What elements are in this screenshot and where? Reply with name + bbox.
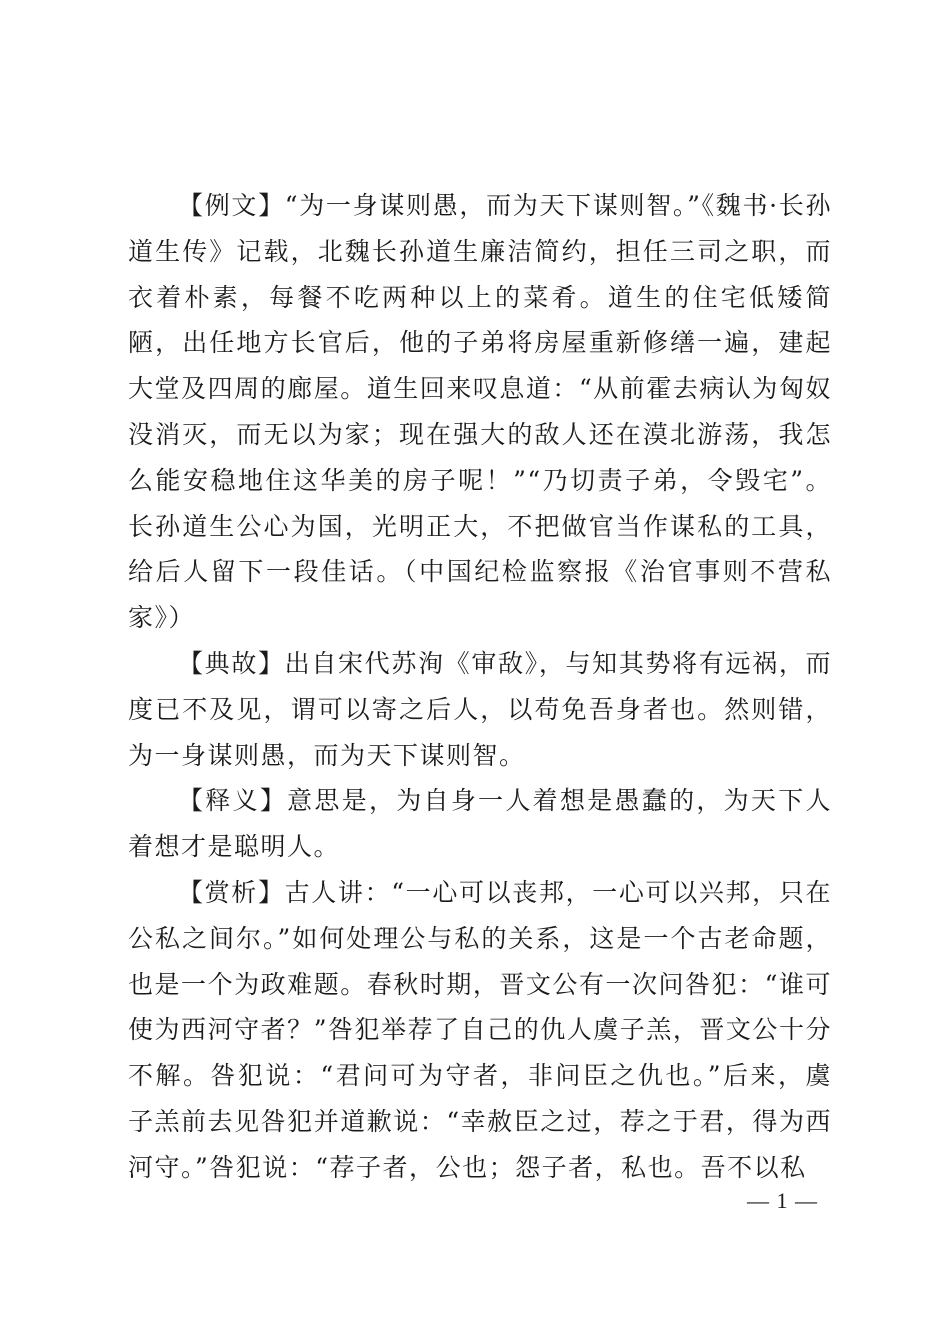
paragraph-allusion: 【典故】出自宋代苏洵《审敌》，与知其势将有远祸，而度已不及见，谓可以寄之后人，以苟免吾身者也。然则错，为一身谋则愚，而为天下谋则智。: [128, 648, 832, 770]
paragraph-interpretation: 【释义】意思是，为自身一人着想是愚蠢的，为天下人着想才是聪明人。: [128, 786, 832, 862]
document-body: [128, 183, 832, 1191]
page-number: — 1 —: [747, 1188, 818, 1213]
paragraph-appreciation: 【赏析】古人讲：“一心可以丧邦，一心可以兴邦，只在公私之间尔。”如何处理公与私的关系，这是一个古老命题，也是一个为政难题。春秋时期，晋文公有一次问咎犯：“谁可使为西河守者？”咎犯举荐了自己的仇人虞子羔，晋文公十分不解。咎犯说：“君问可为守者，非问臣之仇也。”后来，虞子羔前去见咎犯并道歉说：“幸赦臣之过，荐之于君，得为西河守。”咎犯说：“荐子者，公也；怨子者，私也。吾不以私: [128, 877, 832, 1182]
paragraph-example-text: 【例文】“为一身谋则愚，而为天下谋则智。”《魏书·长孙道生传》记载，北魏长孙道生廉洁简约，担任三司之职，而衣着朴素，每餐不吃两种以上的菜肴。道生的住宅低矮简陋，出任地方长官后，他的子弟将房屋重新修缮一遍，建起大堂及四周的廊屋。道生回来叹息道：“从前霍去病认为匈奴没消灭，而无以为家；现在强大的敌人还在漠北游荡，我怎么能安稳地住这华美的房子呢！”“乃切责子弟，令毁宅”。长孙道生公心为国，光明正大，不把做官当作谋私的工具，给后人留下一段佳话。（中国纪检监察报《治官事则不营私家》）: [128, 191, 832, 633]
